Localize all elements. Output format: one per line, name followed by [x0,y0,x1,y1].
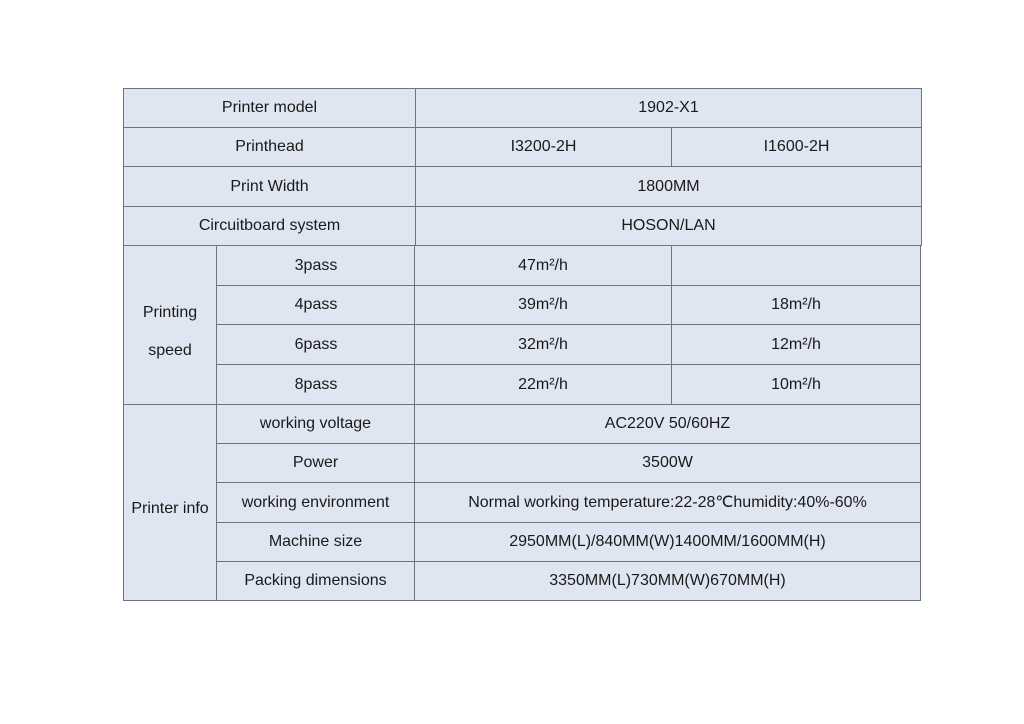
info-working-environment-label: working environment [216,482,415,523]
info-working-environment-value: Normal working temperature:22-28℃humidity:40%-60% [414,482,921,523]
circuitboard-value: HOSON/LAN [415,206,922,246]
info-machine-size-label: Machine size [216,522,415,562]
speed-4pass-b: 18m²/h [671,285,921,325]
speed-4pass-a: 39m²/h [414,285,672,325]
speed-8pass-b: 10m²/h [671,364,921,405]
speed-6pass-a: 32m²/h [414,324,672,365]
printer-model-value: 1902-X1 [415,88,922,128]
printing-speed-label-line1: Printing [142,303,198,321]
printhead-label: Printhead [123,127,416,167]
speed-6pass-b: 12m²/h [671,324,921,365]
info-working-voltage-value: AC220V 50/60HZ [414,404,921,444]
speed-pass-6: 6pass [216,324,416,365]
info-working-voltage-label: working voltage [216,404,415,444]
speed-8pass-a: 22m²/h [414,364,672,405]
printer-info-label-text: Printer info [131,500,209,517]
print-width-label: Print Width [123,166,416,207]
speed-pass-8: 8pass [216,364,416,405]
printhead-value-b: I1600-2H [671,127,922,167]
info-power-value: 3500W [414,443,921,483]
printing-speed-label-line2: speed [148,341,192,359]
speed-pass-4: 4pass [216,285,416,325]
info-packing-dimensions-value: 3350MM(L)730MM(W)670MM(H) [414,561,921,601]
printer-info-label [123,404,217,601]
info-machine-size-value: 2950MM(L)/840MM(W)1400MM/1600MM(H) [414,522,921,562]
speed-pass-3: 3pass [216,245,416,286]
circuitboard-label: Circuitboard system [123,206,416,246]
info-packing-dimensions-label: Packing dimensions [216,561,415,601]
info-power-label: Power [216,443,415,483]
speed-3pass-b [671,245,921,286]
speed-3pass-a: 47m²/h [414,245,672,286]
printing-speed-label [123,245,217,405]
printhead-value-a: I3200-2H [415,127,672,167]
print-width-value: 1800MM [415,166,922,207]
printer-model-label: Printer model [123,88,416,128]
